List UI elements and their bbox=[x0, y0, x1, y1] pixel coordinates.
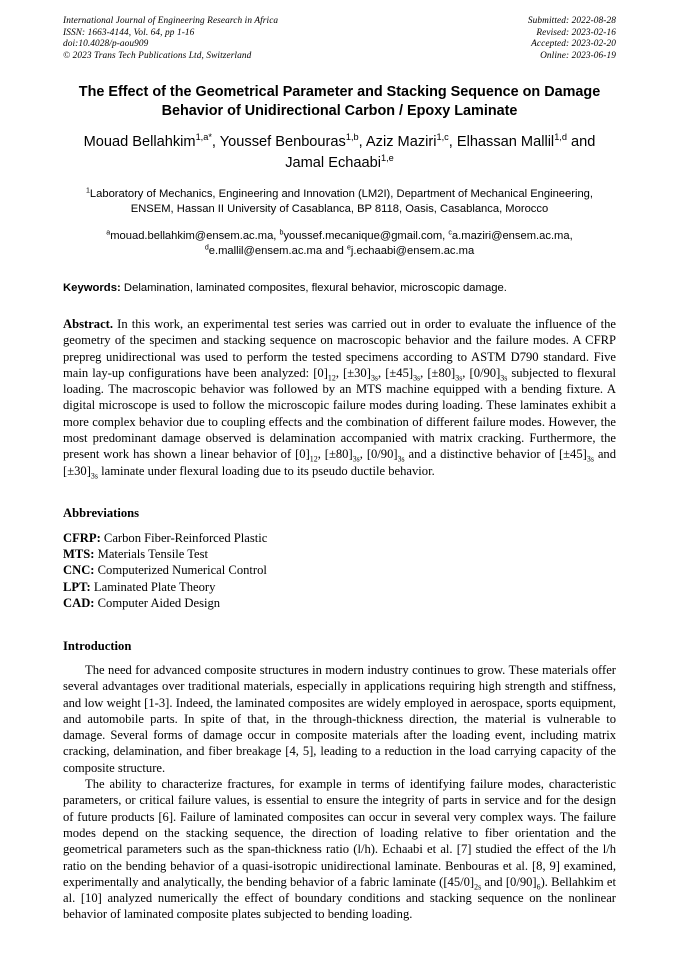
abbreviation-key: CFRP: bbox=[63, 530, 101, 545]
abbreviation-key: CNC: bbox=[63, 563, 95, 578]
introduction-heading: Introduction bbox=[63, 638, 132, 653]
author-name: Elhassan Mallil$^{1,d}$ bbox=[456, 132, 567, 151]
author-name: Jamal Echaabi$^{1,e}$ bbox=[285, 152, 394, 171]
author-name: Mouad Bellahkim$^{1,a*}$ bbox=[83, 132, 212, 151]
email-address: $^c$a.maziri@ensem.ac.ma bbox=[448, 228, 570, 242]
masthead-journal-info bbox=[63, 16, 278, 62]
abstract-block: Abstract. In this work, an experimental test series was carried out in order to evaluate the influence of the geometry of the specimen and stacking sequence on macroscopic behavior and the failure modes. A CFRP prepreg unidirectional was used to perform the tested specimens according to ASTM D790 standard. Five main lay-up configurations have been analyzed: $[0]_{12}$, $[\pm 30]_{3s}$, $[\pm 45]_{3s}$, $[\pm 80]_{3s}$, $[0/90]_{3s}$ subjected to flexural loading. The macroscopic behavior was followed by an MTS machine equipped with a bending fixture. A digital microscope is used to follow the microscopic failure modes during loading. These laminates exhibit a more complex behavior due to coupling effects and the combination of different failure modes. However, the most predominant damage observed is delamination accompanied with matrix cracking. Furthermore, the present work has shown a linear behavior of $[0]_{12}$, $[\pm 80]_{3s}$, $[0/90]_{3s}$ and a distinctive behavior of $[\pm 45]_{3s}$ and $[\pm 30]_{3s}$ laminate under flexural loading due to its pseudo ductile behavior. bbox=[63, 317, 617, 481]
abbreviation-value: Materials Tensile Test bbox=[94, 547, 209, 562]
abstract-label: Abstract. bbox=[63, 317, 114, 331]
abbreviation-value: Laminated Plate Theory bbox=[90, 579, 216, 594]
email-address: $^b$youssef.mecanique@gmail.com bbox=[279, 228, 443, 242]
journal-doi: doi:10.4028/p-aou909 bbox=[63, 39, 149, 50]
email-block: $^a$mouad.bellahkim@ensem.ac.ma, $^b$youssef.mecanique@gmail.com, $^c$a.maziri@ensem.ac.ma, $^d$e.mallil@ensem.ac.ma and $^e$j.echaabi@ensem.ac.ma bbox=[106, 228, 573, 257]
abbreviation-value: Computerized Numerical Control bbox=[94, 563, 267, 578]
journal-name: International Journal of Engineering Research in Africa bbox=[63, 16, 279, 26]
abbreviation-value: Carbon Fiber-Reinforced Plastic bbox=[100, 530, 268, 545]
email-address: $^d$e.mallil@ensem.ac.ma bbox=[204, 244, 323, 257]
keywords-value: Delamination, laminated composites, flexural behavior, microscopic damage. bbox=[123, 282, 507, 294]
journal-issn: ISSN: 1663-4144, Vol. 64, pp 1-16 bbox=[63, 27, 195, 38]
abbreviation-value: Computer Aided Design bbox=[94, 595, 221, 610]
abbreviation-row bbox=[63, 530, 616, 546]
introduction-paragraph-2: The ability to characterize fractures, for example in terms of identifying failure modes, characteristic parameters, or critical failure values, is essential to ensure the integrity of parts in service and for the design of future products [6]. Failure of laminated composites can occur in several very complex ways. The failure modes depend on the stacking sequence, the direction of loading relative to fiber orientation and the geometrical parameters such as the span-thickness ratio (l/h). Echaabi et al. [7] studied the effect of the l/h ratio on the bending behavior of a quasi-isotropic unidirectional laminate. Benbouras et al. [8, 9] examined, experimentally and analytically, the bending behavior of a fabric laminate ($[45/0]_{2s}$ and $[0/90]_6$). Bellahkim et al. [10] analyzed numerically the effect of boundary conditions and stacking sequence on the nonlinear behavior of laminated composite plates subjected to bending loading. bbox=[63, 777, 616, 922]
date-accepted: Accepted: 2023-02-20 bbox=[531, 39, 616, 50]
abbreviation-row bbox=[63, 579, 616, 595]
abbreviation-key: CAD: bbox=[63, 595, 95, 610]
introduction-paragraph-1: The need for advanced composite structures in modern industry continues to grow. These materials offer several advantages over traditional materials, especially in applications requiring high strength and stiffness, and low weight [1-3]. Indeed, the laminated composites are widely employed in aerospace, sports equipment, and automobile parts. In spite of that, in the through-thickness direction, the material is vulnerable to damage. Several forms of damage occur in composite materials after the loading event, including matrix cracking, delamination, and fiber breakage [4, 5], leading to a reduction in the load carrying capacity of the composite structure. bbox=[63, 662, 616, 775]
masthead-dates bbox=[528, 16, 616, 62]
abbreviation-row bbox=[63, 595, 616, 611]
abbreviation-key: MTS: bbox=[63, 547, 95, 562]
abbreviation-row bbox=[63, 546, 616, 562]
keywords-line bbox=[63, 281, 616, 296]
email-address: $^e$j.echaabi@ensem.ac.ma bbox=[346, 244, 475, 257]
email-address: $^a$mouad.bellahkim@ensem.ac.ma bbox=[106, 228, 274, 242]
journal-copyright: © 2023 Trans Tech Publications Ltd, Switzerland bbox=[63, 50, 252, 61]
page-title: The Effect of the Geometrical Parameter and Stacking Sequence on Damage Behavior of Unidirectional Carbon / Epoxy Laminate bbox=[78, 84, 601, 119]
keywords-label: Keywords: bbox=[63, 282, 121, 294]
abbreviations-list bbox=[63, 530, 616, 611]
author-name: Aziz Maziri$^{1,c}$ bbox=[365, 132, 449, 151]
date-submitted: Submitted: 2022-08-28 bbox=[527, 16, 616, 26]
author-name: Youssef Benbouras$^{1,b}$ bbox=[219, 132, 359, 151]
masthead bbox=[63, 16, 616, 62]
abbreviations-heading: Abbreviations bbox=[63, 505, 140, 520]
date-online: Online: 2023-06-19 bbox=[540, 50, 616, 61]
affiliation-block: $^1$Laboratory of Mechanics, Engineering and Innovation (LM2I), Department of Mechanical Engineering, ENSEM, Hassan II University of Casablanca, BP 8118, Oasis, Casablanca, Morocco bbox=[85, 187, 594, 216]
date-revised: Revised: 2023-02-16 bbox=[536, 27, 616, 38]
abbreviation-row bbox=[63, 562, 616, 578]
abbreviation-key: LPT: bbox=[63, 579, 91, 594]
author-list: Mouad Bellahkim$^{1,a*}$, Youssef Benbouras$^{1,b}$, Aziz Maziri$^{1,c}$, Elhassan Mallil$^{1,d}$ and Jamal Echaabi$^{1,e}$ bbox=[83, 132, 596, 171]
